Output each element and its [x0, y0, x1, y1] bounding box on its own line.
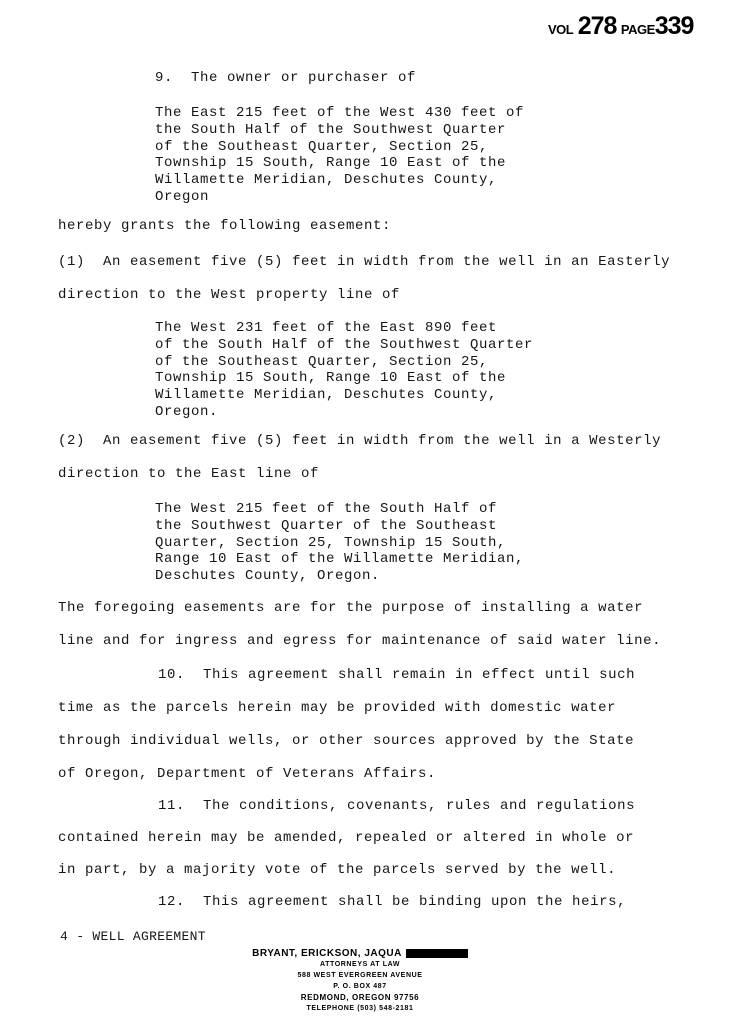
- firm-line-3: P. O. BOX 487: [333, 983, 387, 990]
- item11-line3: in part, by a majority vote of the parcels served by the well.: [58, 862, 617, 878]
- item10-line2: time as the parcels herein may be provided with domestic water: [58, 700, 617, 716]
- item9-intro: 9. The owner or purchaser of: [155, 70, 417, 86]
- easement1-line2: direction to the West property line of: [58, 287, 401, 303]
- item10-line1: 10. This agreement shall remain in effect until such: [158, 667, 636, 683]
- firm-name: BRYANT, ERICKSON, JAQUA: [252, 948, 402, 959]
- easement2-line2: direction to the East line of: [58, 466, 320, 482]
- recording-stamp: [548, 12, 693, 41]
- page-label: PAGE: [620, 22, 655, 37]
- purpose-line2: line and for ingress and egress for maintenance of said water line.: [58, 633, 662, 649]
- item10-line4: of Oregon, Department of Veterans Affairs.: [58, 766, 437, 782]
- page-footer-label: 4 - WELL AGREEMENT: [60, 929, 206, 944]
- firm-line-4: REDMOND, OREGON 97756: [300, 993, 420, 1002]
- vol-number: 278: [577, 12, 617, 40]
- redaction-bar: [406, 949, 468, 958]
- vol-label: VOL: [548, 22, 574, 37]
- easement2-line1: (2) An easement five (5) feet in width from the well in a Westerly: [58, 433, 662, 449]
- item11-line1: 11. The conditions, covenants, rules and regulations: [158, 798, 636, 814]
- firm-line-5: TELEPHONE (503) 548-2181: [306, 1005, 414, 1012]
- law-firm-letterhead: [215, 948, 505, 1014]
- item11-line2: contained herein may be amended, repealed or altered in whole or: [58, 830, 635, 846]
- property-description-2: The West 231 feet of the East 890 feet of the South Half of the Southwest Quarter of the Southeast Quarter, Section 25, Township 15 South, Range 10 East of the Willamette Meridian, Deschutes County, Oregon.: [155, 320, 534, 420]
- page-number: 339: [654, 12, 694, 40]
- firm-line-2: 588 WEST EVERGREEN AVENUE: [297, 972, 423, 979]
- purpose-line1: The foregoing easements are for the purpose of installing a water: [58, 600, 644, 616]
- item12-line1: 12. This agreement shall be binding upon the heirs,: [158, 894, 627, 910]
- easement1-line1: (1) An easement five (5) feet in width from the well in an Easterly: [58, 254, 671, 270]
- property-description-3: The West 215 feet of the South Half of the Southwest Quarter of the Southeast Quarter, Section 25, Township 15 South, Range 10 East of the Willamette Meridian, Deschutes County, Oregon.: [155, 501, 525, 585]
- item10-line3: through individual wells, or other sources approved by the State: [58, 733, 635, 749]
- grant-line: hereby grants the following easement:: [58, 218, 392, 234]
- property-description-1: The East 215 feet of the West 430 feet of the South Half of the Southwest Quarter of the Southeast Quarter, Section 25, Township 15 South, Range 10 East of the Willamette Meridian, Deschutes County, Oregon: [155, 105, 525, 205]
- firm-line-1: ATTORNEYS AT LAW: [319, 961, 401, 968]
